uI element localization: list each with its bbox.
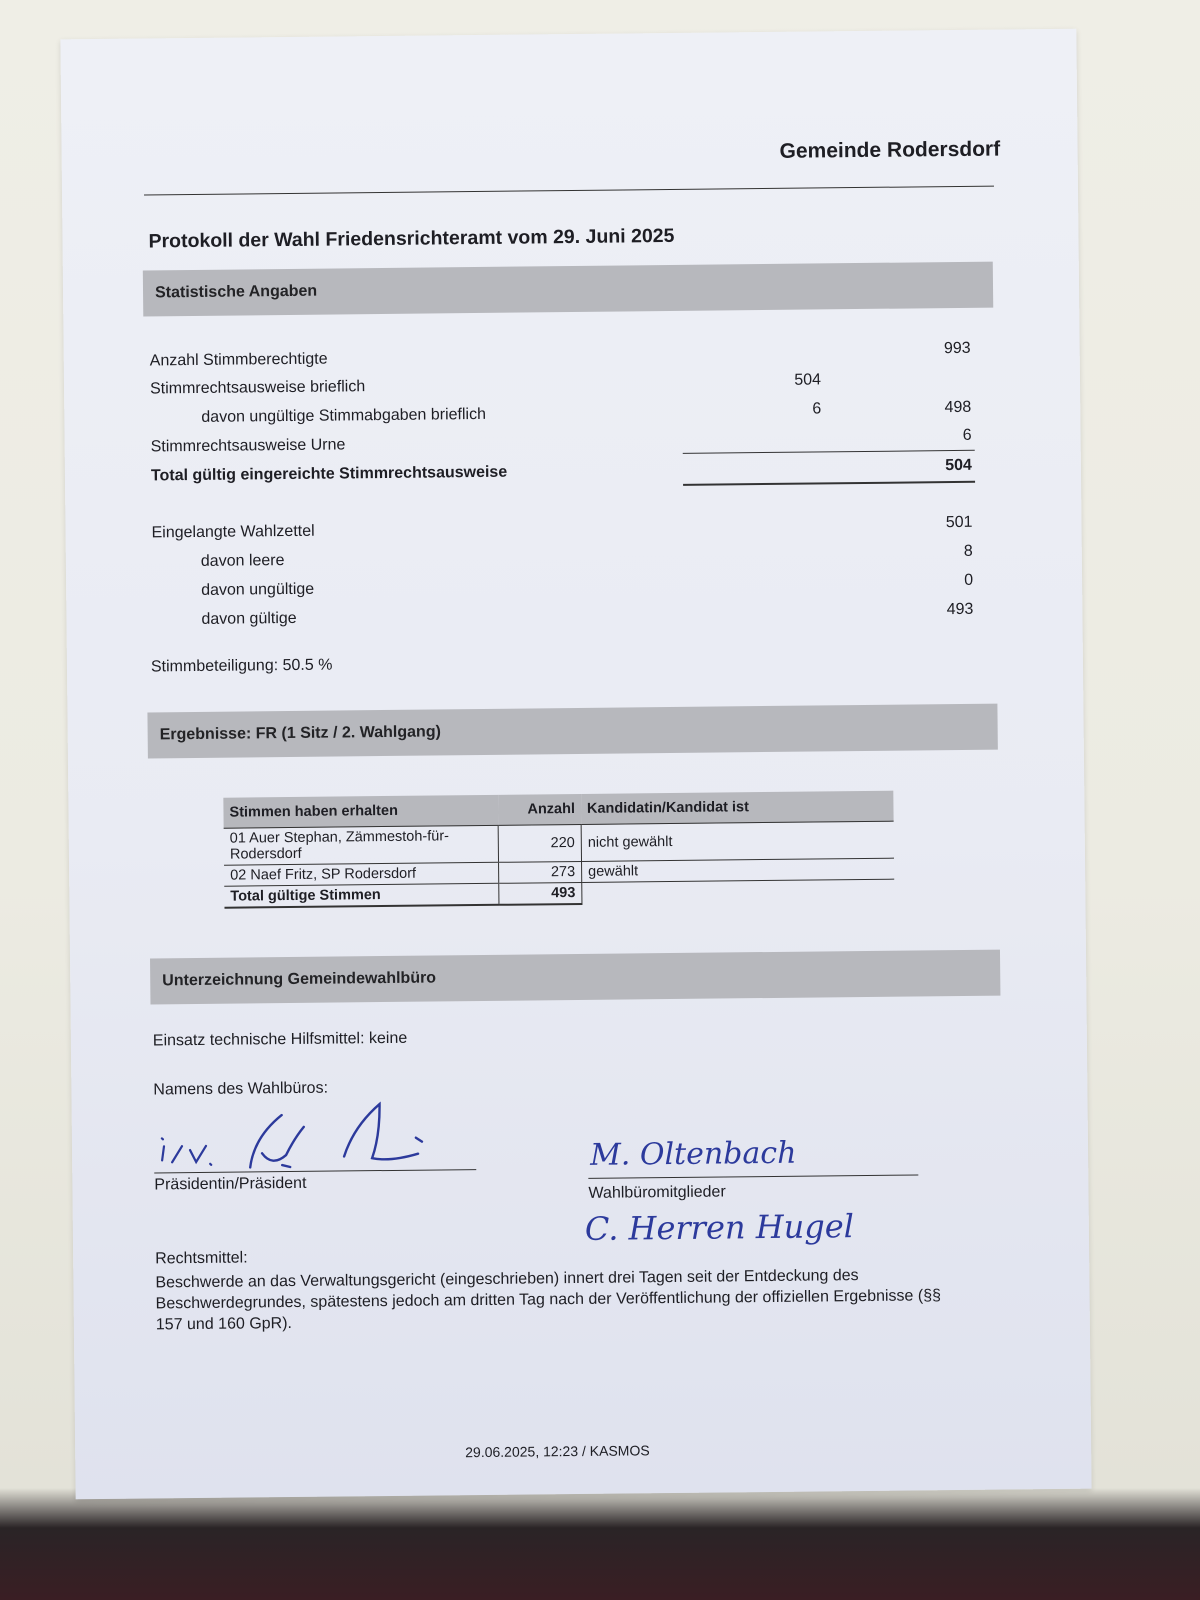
postal-invalid-value: 6 (812, 400, 822, 418)
valid-label: davon gültige (201, 609, 297, 628)
header-rule (144, 186, 994, 196)
member-signature-2: C. Herren Hugel (584, 1207, 855, 1248)
document-sheet (60, 29, 1091, 1500)
total-label: Total gültig eingereichte Stimmrechtsausweise (150, 463, 508, 485)
signature-scribble-icon (153, 1095, 474, 1178)
urn-label: Stimmrechtsausweise Urne (150, 436, 346, 456)
statistics-heading: Statistische Angaben (143, 262, 993, 317)
president-label: Präsidentin/Präsident (154, 1174, 307, 1194)
eligible-value: 993 (943, 339, 971, 358)
results-table (223, 791, 894, 909)
municipality-name: Gemeinde Rodersdorf (779, 137, 1001, 163)
members-label: Wahlbüromitglieder (588, 1183, 726, 1202)
on-behalf-label: Namens des Wahlbüros: (153, 1079, 329, 1099)
members-signature-line (588, 1174, 918, 1178)
member-signature-1: M. Oltenbach (589, 1135, 797, 1173)
legal-text: Beschwerde an das Verwaltungsgericht (eingeschrieben) innert drei Tagen seit der Entdeckung des Beschwerdegrundes, spätestens jedoch am dritten Tag nach der Veröffentlichung der offiziellen Ergebnisse (§§ 157 und 160 GpR). (155, 1267, 942, 1334)
ballots-value: 501 (945, 513, 973, 532)
footer-stamp: 29.06.2025, 12:23 / KASMOS (465, 1442, 650, 1461)
signature-heading: Unterzeichnung Gemeindewahlbüro (150, 950, 1000, 1005)
candidate-name: 02 Naef Fritz, SP Rodersdorf (224, 862, 499, 886)
candidate-name: 01 Auer Stephan, Zämmestoh-für-Rodersdorf (224, 825, 499, 865)
tools-statement: Einsatz technische Hilfsmittel: keine (152, 1029, 408, 1050)
page-title: Protokoll der Wahl Friedensrichteramt vom 29. Juni 2025 (148, 224, 675, 253)
candidate-status: nicht gewählt (581, 821, 894, 861)
results-heading: Ergebnisse: FR (1 Sitz / 2. Wahlgang) (147, 704, 997, 759)
postal-value: 504 (794, 371, 822, 389)
postal-valid-value: 498 (944, 398, 972, 417)
postal-invalid-label: davon ungültige Stimmabgaben brieflich (201, 405, 487, 426)
col-name-header: Stimmen haben erhalten (223, 795, 498, 828)
invalid-value: 0 (964, 571, 974, 589)
total-rule (683, 481, 975, 486)
col-status-header: Kandidatin/Kandidat ist (581, 791, 894, 825)
urn-value: 6 (962, 426, 972, 444)
valid-value: 493 (946, 600, 974, 619)
empty-value: 8 (963, 542, 973, 560)
candidate-count: 220 (498, 824, 581, 862)
legal-heading: Rechtsmittel: (155, 1249, 248, 1268)
total-value: 504 (945, 456, 972, 475)
subtotal-rule (683, 450, 975, 454)
candidate-status: gewählt (582, 858, 895, 882)
eligible-label: Anzahl Stimmberechtigte (149, 350, 328, 370)
candidate-count: 273 (499, 861, 582, 883)
ballots-label: Eingelangte Wahlzettel (151, 522, 315, 542)
empty-label: davon leere (200, 552, 285, 570)
col-count-header: Anzahl (498, 794, 581, 825)
total-votes-value: 493 (499, 882, 582, 904)
invalid-label: davon ungültige (201, 580, 315, 599)
total-votes-label: Total gültige Stimmen (224, 883, 499, 907)
president-signature (153, 1095, 474, 1178)
turnout: Stimmbeteiligung: 50.5 % (150, 656, 333, 676)
postal-label: Stimmrechtsausweise brieflich (149, 378, 366, 398)
